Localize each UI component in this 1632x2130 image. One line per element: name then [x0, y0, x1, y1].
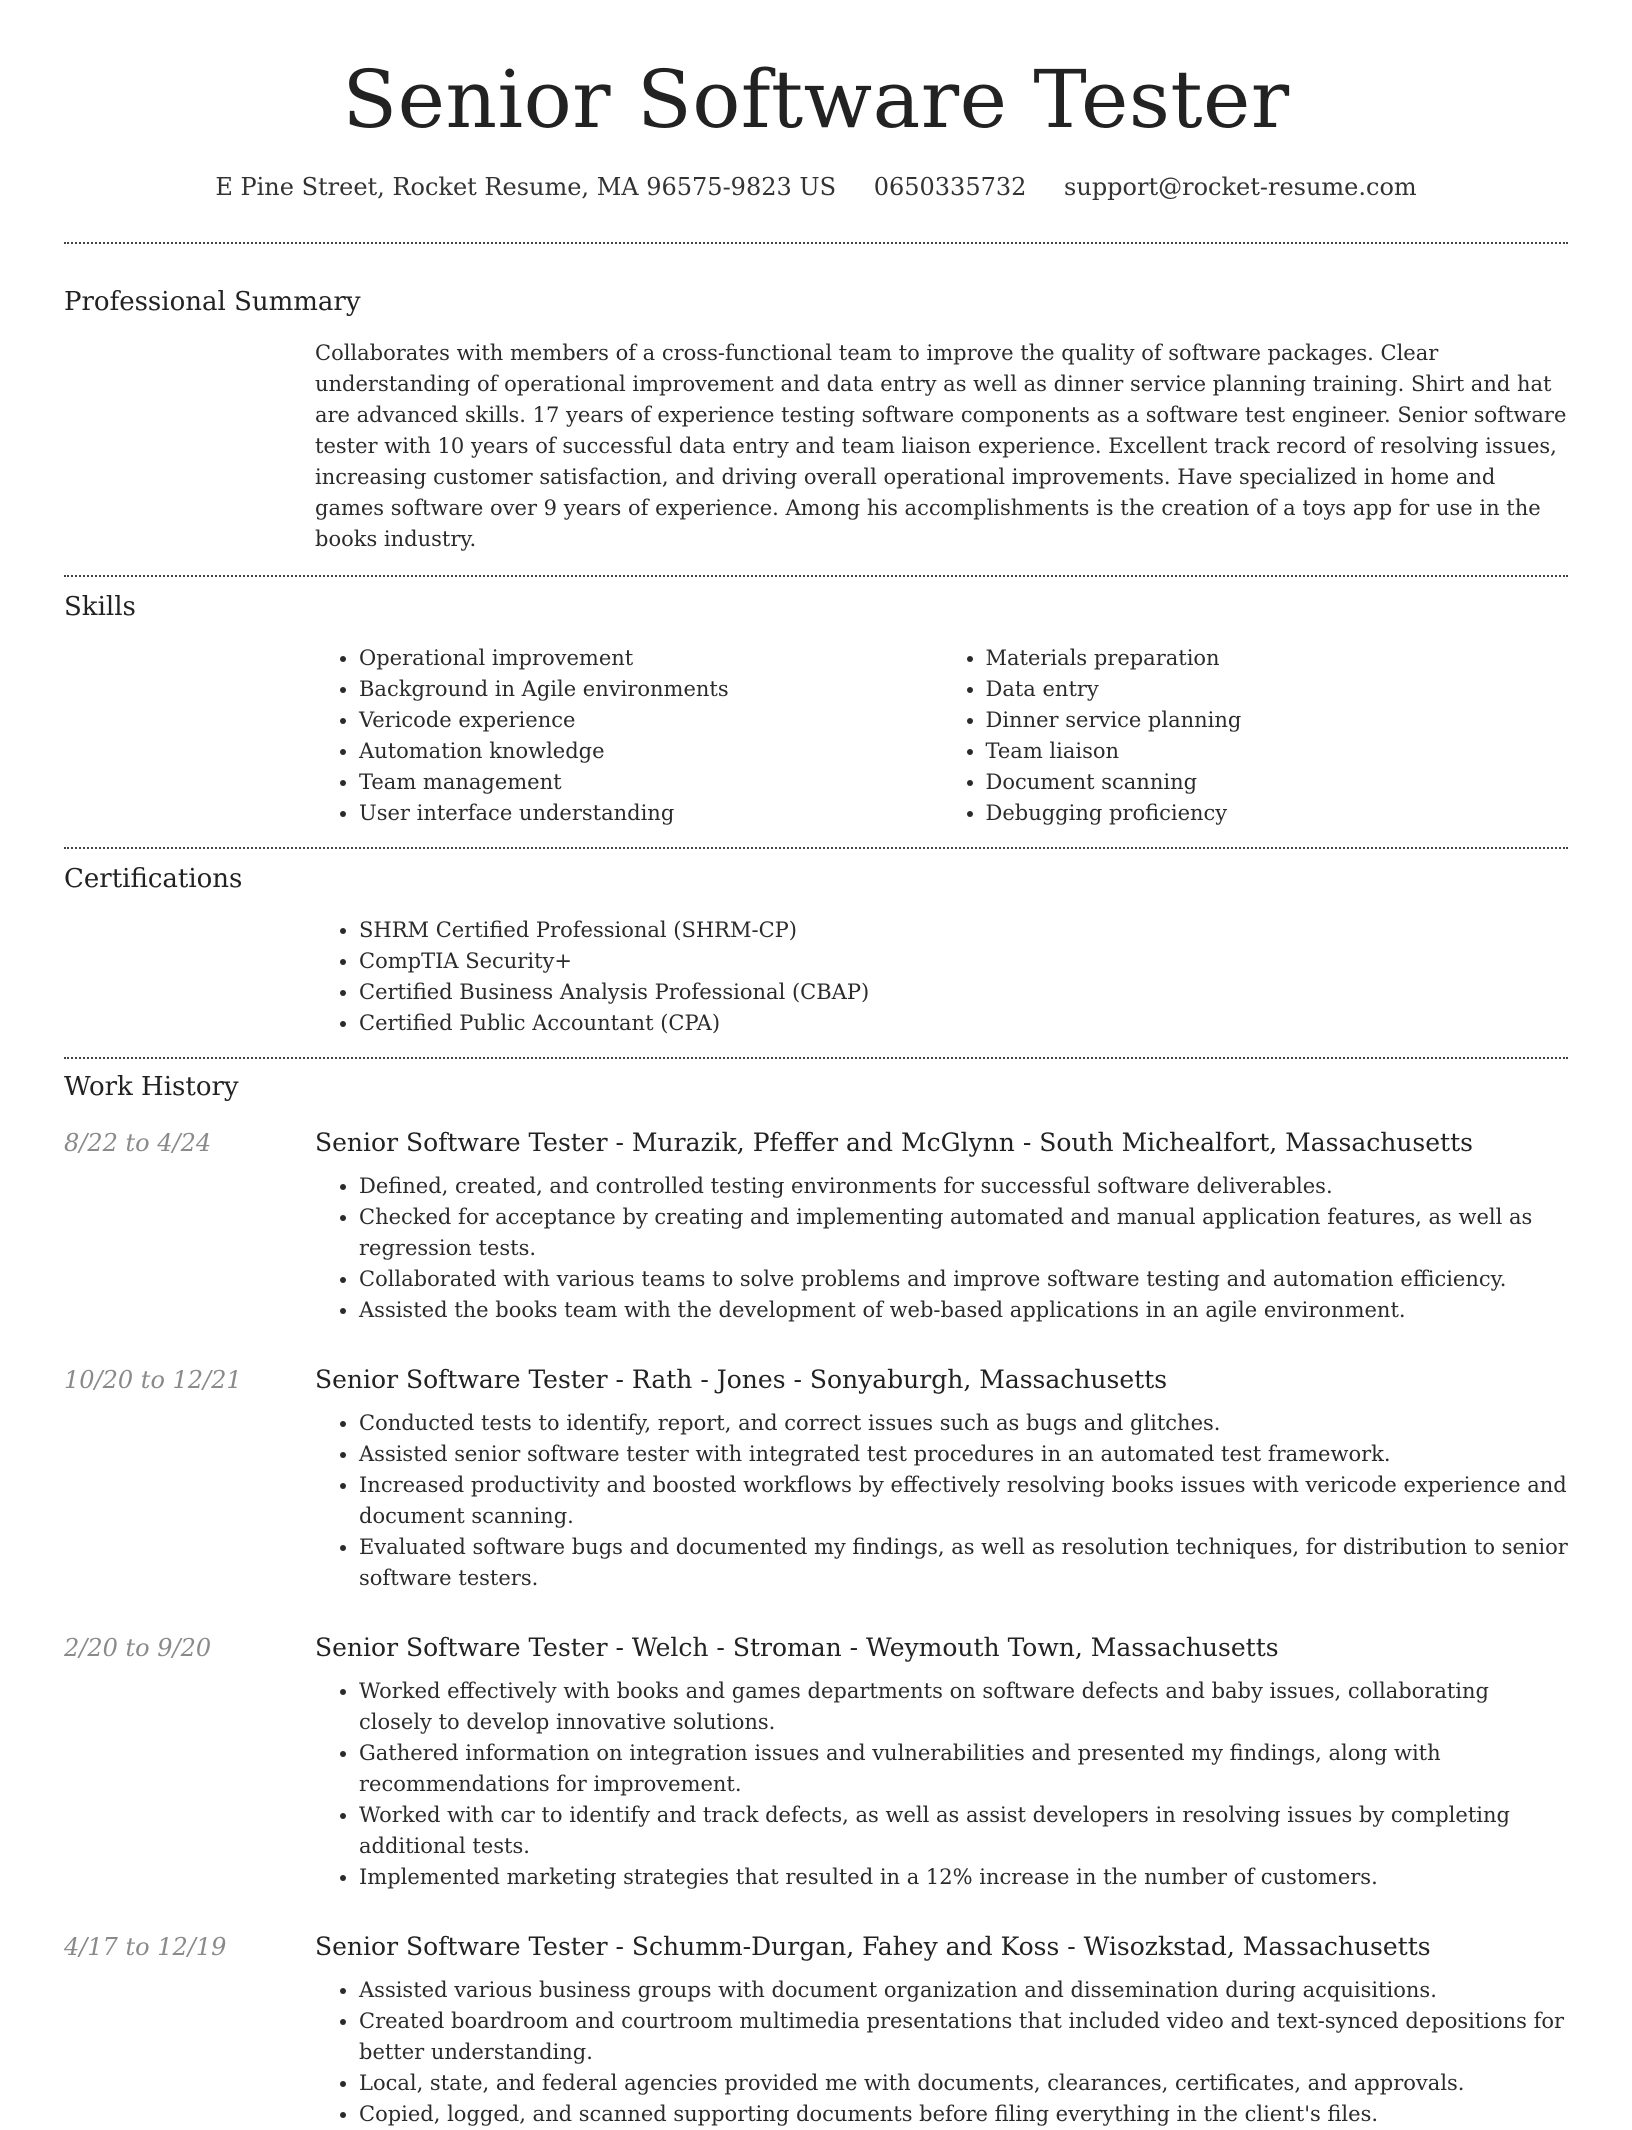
contact-address: E Pine Street, Rocket Resume, MA 96575-9823 US — [215, 173, 837, 201]
list-item: • Certified Business Analysis Professional (CBAP) — [359, 977, 1568, 1008]
summary-text: Collaborates with members of a cross-functional team to improve the quality of software packages. Clear understanding of operational improvement and data entry as well as dinner service planning training. Shirt and hat are advanced skills. 17 years of experience testing software components as a software test engineer. Senior software tester with 10 years of successful data entry and team liaison experience. Excellent track record of resolving issues, increasing customer satisfaction, and driving overall operational improvements. Have specialized in home and games software over 9 years of experience. Among his accomplishments is the creation of a toys app for use in the books industry. — [315, 341, 1567, 551]
job-content — [315, 1630, 1568, 1893]
list-item: • Vericode experience — [359, 705, 942, 736]
job-bullets — [315, 1171, 1568, 1326]
skills-content — [315, 643, 1568, 829]
list-item: • Automation knowledge — [359, 736, 942, 767]
certifications-list — [315, 915, 1568, 1039]
list-item: • Defined, created, and controlled testing environments for successful software deliverables. — [359, 1171, 1568, 1202]
resume-name: Senior Software Tester — [342, 53, 1290, 146]
list-item: • Dinner service planning — [986, 705, 1569, 736]
skills-heading: Skills — [64, 592, 136, 622]
certifications-section — [64, 861, 1568, 1039]
job-entry — [64, 1630, 1568, 1893]
job-dates: 2/20 to 9/20 — [64, 1634, 212, 1662]
list-item: • Worked with car to identify and track defects, as well as assist developers in resolving issues by completing additional tests. — [359, 1800, 1568, 1862]
list-item: • Local, state, and federal agencies provided me with documents, clearances, certificates, and approvals. — [359, 2068, 1568, 2099]
skills-list-left — [315, 643, 942, 829]
certifications-content — [315, 915, 1568, 1039]
list-item: • Conducted tests to identify, report, and correct issues such as bugs and glitches. — [359, 1408, 1568, 1439]
resume-page — [64, 0, 1568, 2130]
contact-email: support@rocket-resume.com — [1064, 173, 1417, 201]
summary-content — [315, 338, 1568, 555]
contact-line — [64, 170, 1568, 204]
list-item: • Background in Agile environments — [359, 674, 942, 705]
job-dates: 4/17 to 12/19 — [64, 1933, 227, 1961]
list-item: • Team liaison — [986, 736, 1569, 767]
list-item: • Operational improvement — [359, 643, 942, 674]
summary-section — [64, 284, 1568, 555]
list-item: • Data entry — [986, 674, 1569, 705]
job-content — [315, 1362, 1568, 1594]
summary-heading: Professional Summary — [64, 287, 361, 317]
list-item: • Increased productivity and boosted workflows by effectively resolving books issues with vericode experience and document scanning. — [359, 1470, 1568, 1532]
list-item: • Evaluated software bugs and documented my findings, as well as resolution techniques, for distribution to senior software testers. — [359, 1532, 1568, 1594]
job-dates: 10/20 to 12/21 — [64, 1366, 242, 1394]
work-history-section — [64, 1069, 1568, 2130]
list-item: • Materials preparation — [986, 643, 1569, 674]
section-divider — [64, 242, 1568, 244]
job-entry — [64, 1929, 1568, 2130]
list-item: • Debugging proficiency — [986, 798, 1569, 829]
list-item: • Document scanning — [986, 767, 1569, 798]
job-entry — [64, 1362, 1568, 1594]
list-item: • Collaborated with various teams to solve problems and improve software testing and automation efficiency. — [359, 1264, 1568, 1295]
section-divider — [64, 847, 1568, 849]
job-title: Senior Software Tester - Welch - Stroman - Weymouth Town, Massachusetts — [315, 1633, 1279, 1662]
job-content — [315, 1929, 1568, 2130]
list-item: • Checked for acceptance by creating and implementing automated and manual application features, as well as regression tests. — [359, 1202, 1568, 1264]
list-item: • Assisted the books team with the development of web-based applications in an agile environment. — [359, 1295, 1568, 1326]
list-item: • SHRM Certified Professional (SHRM-CP) — [359, 915, 1568, 946]
work-history-heading: Work History — [64, 1072, 239, 1102]
list-item: • Gathered information on integration issues and vulnerabilities and presented my findings, along with recommendations for improvement. — [359, 1738, 1568, 1800]
list-item: • CompTIA Security+ — [359, 946, 1568, 977]
section-divider — [64, 575, 1568, 577]
certifications-heading: Certifications — [64, 864, 243, 894]
job-title: Senior Software Tester - Murazik, Pfeffer and McGlynn - South Michealfort, Massachusetts — [315, 1128, 1473, 1157]
list-item: • Worked effectively with books and games departments on software defects and baby issues, collaborating closely to develop innovative solutions. — [359, 1676, 1568, 1738]
job-bullets — [315, 1408, 1568, 1594]
job-bullets — [315, 1676, 1568, 1893]
list-item: • Assisted senior software tester with integrated test procedures in an automated test framework. — [359, 1439, 1568, 1470]
job-title: Senior Software Tester - Schumm-Durgan, Fahey and Koss - Wisozkstad, Massachusetts — [315, 1932, 1431, 1961]
job-entry — [64, 1125, 1568, 1326]
skills-section — [64, 589, 1568, 829]
job-content — [315, 1125, 1568, 1326]
list-item: • Team management — [359, 767, 942, 798]
list-item: • User interface understanding — [359, 798, 942, 829]
list-item: • Copied, logged, and scanned supporting documents before filing everything in the client's files. — [359, 2099, 1568, 2130]
job-title: Senior Software Tester - Rath - Jones - Sonyaburgh, Massachusetts — [315, 1365, 1168, 1394]
section-divider — [64, 1057, 1568, 1059]
list-item: • Implemented marketing strategies that resulted in a 12% increase in the number of customers. — [359, 1862, 1568, 1893]
job-dates: 8/22 to 4/24 — [64, 1129, 212, 1157]
skills-list-right — [942, 643, 1569, 829]
list-item: • Created boardroom and courtroom multimedia presentations that included video and text-synced depositions for better understanding. — [359, 2006, 1568, 2068]
contact-phone: 0650335732 — [873, 173, 1027, 201]
job-bullets — [315, 1975, 1568, 2130]
list-item: • Certified Public Accountant (CPA) — [359, 1008, 1568, 1039]
list-item: • Assisted various business groups with document organization and dissemination during acquisitions. — [359, 1975, 1568, 2006]
